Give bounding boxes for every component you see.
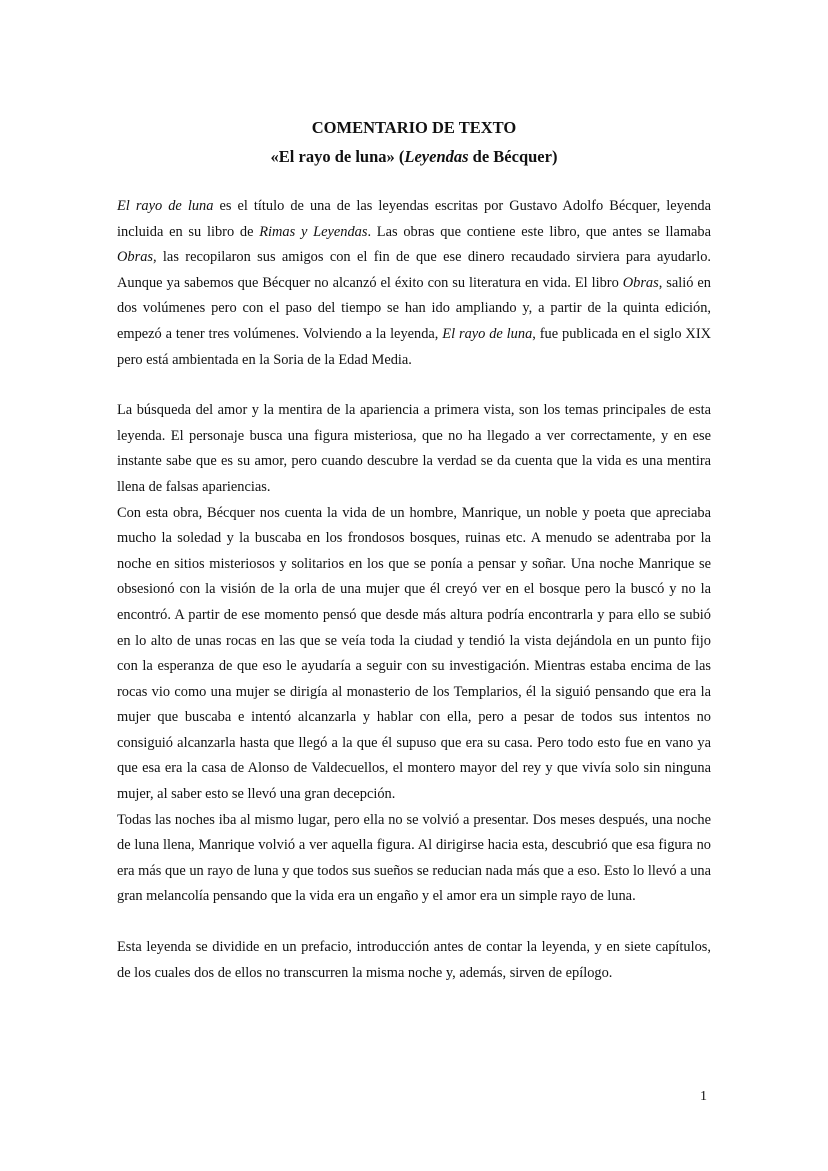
text-segment: , fue publicada en el siglo XIX pero está ambientada en la Soria de la Edad Media. <box>117 325 712 368</box>
text-segment: , salió en dos volúmenes pero con el paso del tiempo se han ido ampliando y, a partir de la quinta edición, empezó a tener tres volúmenes. Volviendo a la leyenda, <box>117 274 712 342</box>
italic-text-segment: Obras <box>117 249 153 266</box>
text-segment: , las recopilaron sus amigos con el fin de que ese dinero recaudado sirviera para ayudarlo. Aunque ya sabemos que Bécquer no alcanzó el éxito con su literatura en vida. El libro <box>117 249 711 291</box>
paragraph <box>117 398 711 500</box>
italic-text-segment: El rayo de luna <box>117 198 214 214</box>
paragraph-spacer <box>117 910 711 935</box>
subtitle-part-3: de Bécquer) <box>468 147 558 166</box>
paragraph <box>117 194 711 373</box>
subtitle-part-1: «El rayo de luna» ( <box>270 147 405 166</box>
document-subtitle <box>0 145 828 169</box>
italic-text-segment: Rimas y Leyendas <box>259 223 368 240</box>
subtitle-italic-part: Leyendas <box>404 147 469 166</box>
text-segment: . Las obras que contiene este libro, que antes se llamaba <box>367 223 712 240</box>
paragraph-spacer <box>117 373 711 398</box>
paragraph <box>117 935 711 986</box>
paragraph <box>117 808 711 910</box>
text-segment: La búsqueda del amor y la mentira de la apariencia a primera vista, son los temas principales de esta leyenda. El personaje busca una figura misteriosa, que no ha llegado a ver correctamente, y en ese instante sabe que es su amor, pero cuando descubre la verdad se da cuenta que la vida es una mentira llena de falsas apariencias. <box>117 402 711 495</box>
text-segment: es el título de una de las leyendas escritas por Gustavo Adolfo Bécquer, leyenda incluida en su libro de <box>117 198 711 240</box>
text-segment: Con esta obra, Bécquer nos cuenta la vida de un hombre, Manrique, un noble y poeta que apreciaba mucho la soledad y la buscaba en los frondosos bosques, ruinas etc. A menudo se adentraba por la noche en sitios misteriosos y solitarios en los que se ponía a pensar y soñar. Una noche Manrique se obsesionó con la visión de la orla de una mujer que él creyó ver en el bosque pero la buscó y no la encontró. A partir de ese momento pensó que desde más altura podría encontrarla y para ello se subió en lo alto de unas rocas en las que se veía toda la ciudad y tendió la vista dejándola en un punto fijo con la esperanza de que eso le ayudaría a seguir con su investigación. Mientras estaba encima de las rocas vio como una mujer se dirigía al monasterio de los Templarios, él la siguió pensando que era la mujer que buscaba e intentó alcanzarla y hablar con ella, pero a pesar de todos sus intentos no consiguió alcanzarla hasta que llegó a la que él supuso que era su casa. Pero todo esto fue en vano ya que esa era la casa de Alonso de Valdecuellos, el montero mayor del rey y que vivía solo sin ninguna mujer, al saber esto se llevó una gran decepción. <box>117 504 711 803</box>
italic-text-segment: Obras <box>622 274 659 291</box>
body-text <box>117 194 711 986</box>
paragraph <box>117 501 711 808</box>
page-number: 1 <box>700 1089 707 1104</box>
text-segment: Todas las noches iba al mismo lugar, pero ella no se volvió a presentar. Dos meses después, una noche de luna llena, Manrique volvió a ver aquella figura. Al dirigirse hacia esta, descubrió que esa figura no era más que un rayo de luna y que todos sus sueños se reducian nada más que a eso. Esto lo llevó a una gran melancolía pensando que la vida era un engaño y el amor era un simple rayo de luna. <box>117 811 711 905</box>
italic-text-segment: El rayo de luna <box>442 325 533 342</box>
title-block <box>0 116 828 169</box>
text-segment: Esta leyenda se dividide en un prefacio, introducción antes de contar la leyenda, y en siete capítulos, de los cuales dos de ellos no transcurren la misma noche y, además, sirven de epílogo. <box>117 939 711 981</box>
document-title: COMENTARIO DE TEXTO <box>311 118 517 137</box>
